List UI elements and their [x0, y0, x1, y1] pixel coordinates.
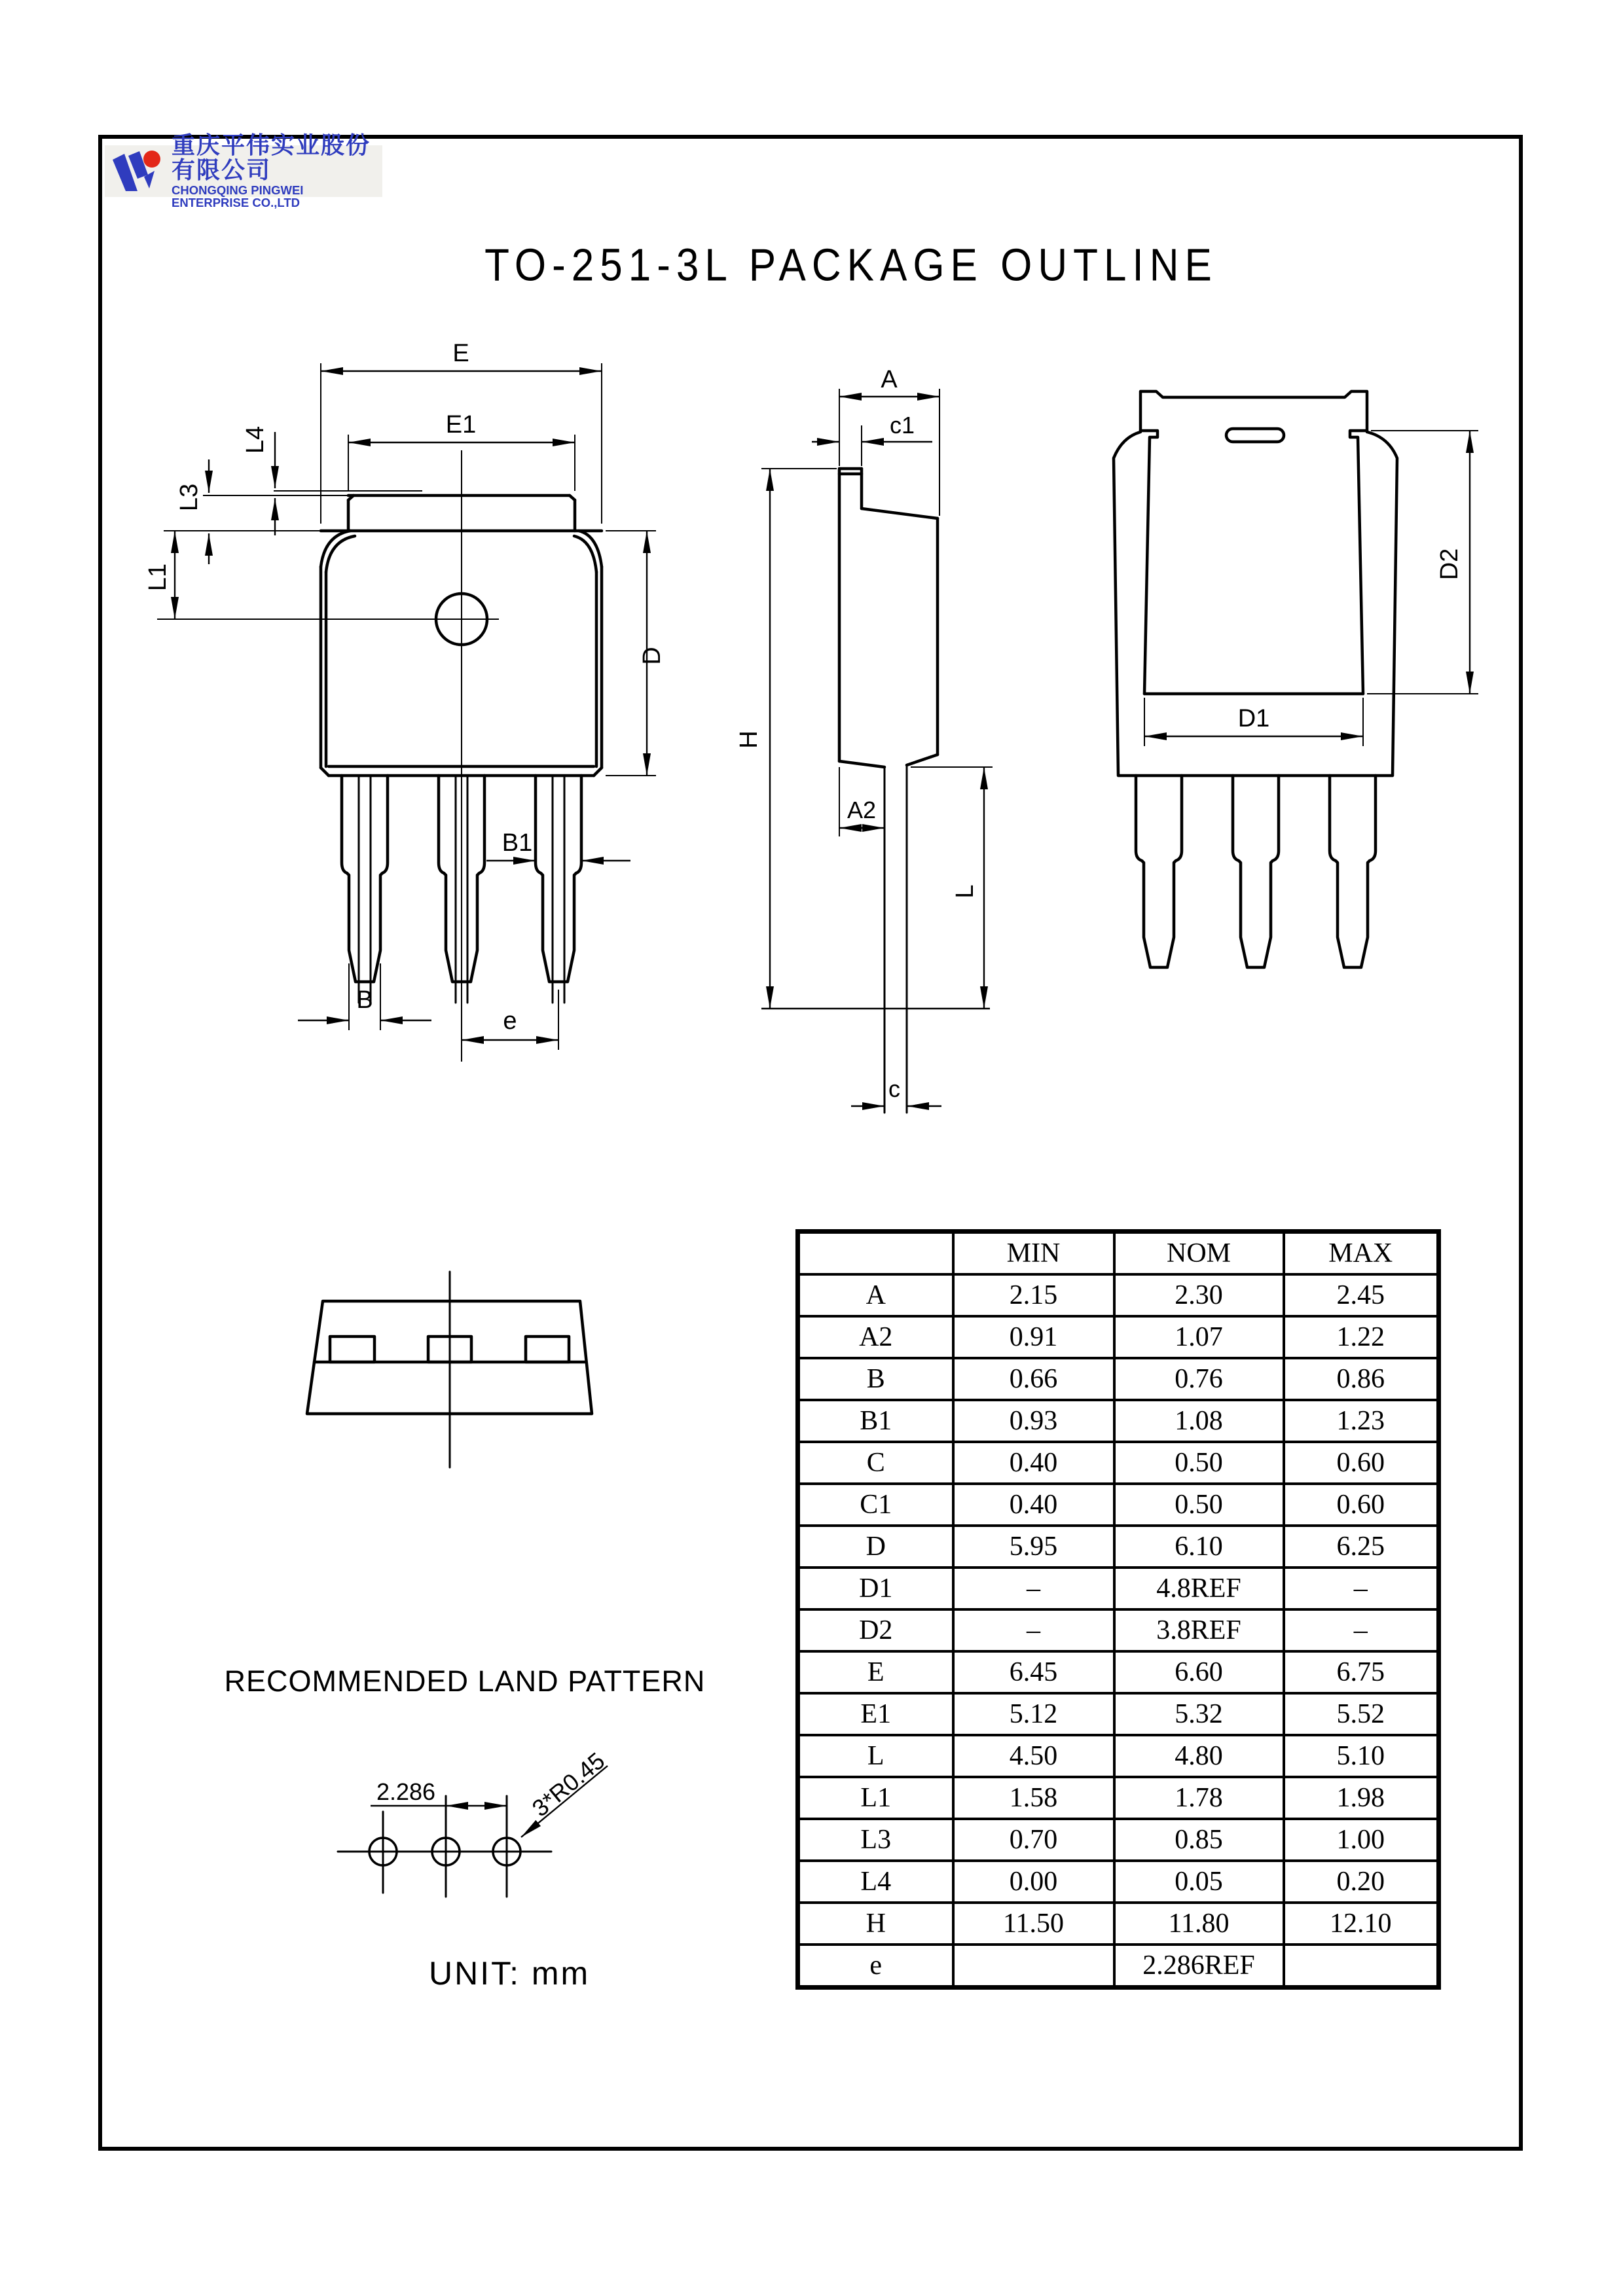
- dim-label-B: B: [356, 986, 373, 1014]
- side-body-outline: [761, 469, 990, 1113]
- table-cell: 6.75: [1284, 1651, 1439, 1693]
- front-body-outline: [157, 450, 602, 1062]
- table-cell: 1.08: [1114, 1400, 1284, 1442]
- table-cell: 1.23: [1284, 1400, 1439, 1442]
- table-cell: 0.60: [1284, 1484, 1439, 1526]
- table-cell: 6.45: [953, 1651, 1114, 1693]
- table-cell: 2.45: [1284, 1274, 1439, 1316]
- table-cell: 0.20: [1284, 1861, 1439, 1903]
- dim-label-c: c: [888, 1075, 900, 1102]
- land-pattern-heading: RECOMMENDED LAND PATTERN: [224, 1664, 706, 1698]
- table-cell: 0.76: [1114, 1358, 1284, 1400]
- table-cell: 0.66: [953, 1358, 1114, 1400]
- side-dimensions: [735, 366, 993, 1106]
- dim-label-D: D: [638, 647, 666, 665]
- table-cell: 5.95: [953, 1526, 1114, 1568]
- company-logo: [105, 132, 382, 210]
- table-cell: 0.85: [1114, 1819, 1284, 1861]
- front-dimensions: [144, 340, 666, 1050]
- table-cell: 0.86: [1284, 1358, 1439, 1400]
- table-cell: B1: [798, 1400, 953, 1442]
- table-cell: –: [953, 1568, 1114, 1609]
- land-pattern-pads: [338, 1796, 551, 1897]
- company-logo-icon: [110, 148, 166, 195]
- dim-label-A2: A2: [847, 797, 877, 823]
- table-cell: 5.32: [1114, 1693, 1284, 1735]
- table-cell: 0.93: [953, 1400, 1114, 1442]
- table-cell: 0.05: [1114, 1861, 1284, 1903]
- table-row: [798, 1484, 1439, 1526]
- unit-label: UNIT: mm: [429, 1955, 591, 1992]
- dim-label-A: A: [881, 366, 898, 393]
- table-cell: 1.00: [1284, 1819, 1439, 1861]
- back-leads: [1136, 776, 1376, 967]
- table-cell: B: [798, 1358, 953, 1400]
- table-row: [798, 1609, 1439, 1651]
- table-cell: D1: [798, 1568, 953, 1609]
- table-cell: D: [798, 1526, 953, 1568]
- dim-label-D1: D1: [1237, 705, 1270, 732]
- table-row: [798, 1526, 1439, 1568]
- table-cell: 11.80: [1114, 1903, 1284, 1945]
- table-cell: 5.12: [953, 1693, 1114, 1735]
- table-cell: L1: [798, 1777, 953, 1819]
- table-cell: 4.80: [1114, 1735, 1284, 1777]
- table-cell: 2.15: [953, 1274, 1114, 1316]
- table-cell: H: [798, 1903, 953, 1945]
- bottom-view-drawing: [275, 1257, 629, 1479]
- table-cell: 0.40: [953, 1484, 1114, 1526]
- table-cell: [1284, 1945, 1439, 1988]
- table-cell: 1.58: [953, 1777, 1114, 1819]
- bottom-view-outline: [307, 1272, 592, 1467]
- table-cell: 4.8REF: [1114, 1568, 1284, 1609]
- table-row: [798, 1651, 1439, 1693]
- table-cell: 6.10: [1114, 1526, 1284, 1568]
- table-cell: 0.91: [953, 1316, 1114, 1358]
- table-header-cell: NOM: [1114, 1232, 1284, 1275]
- table-cell: 6.25: [1284, 1526, 1439, 1568]
- table-cell: 1.22: [1284, 1316, 1439, 1358]
- table-row: [798, 1358, 1439, 1400]
- table-row: [798, 1903, 1439, 1945]
- table-cell: E: [798, 1651, 953, 1693]
- table-header-cell: [798, 1232, 953, 1275]
- table-cell: 2.286REF: [1114, 1945, 1284, 1988]
- page-title: TO-251-3L PACKAGE OUTLINE: [484, 240, 1218, 291]
- dim-label-D2: D2: [1436, 548, 1463, 581]
- dim-label-c1: c1: [889, 412, 915, 439]
- table-cell: [953, 1945, 1114, 1988]
- land-pattern-drawing: [314, 1741, 648, 1918]
- company-name-en: CHONGQING PINGWEI ENTERPRISE CO.,LTD: [172, 183, 304, 210]
- table-cell: E1: [798, 1693, 953, 1735]
- table-row: [798, 1568, 1439, 1609]
- table-cell: 1.98: [1284, 1777, 1439, 1819]
- table-header-row: [798, 1232, 1439, 1275]
- table-cell: 0.50: [1114, 1442, 1284, 1484]
- table-cell: C: [798, 1442, 953, 1484]
- table-cell: –: [1284, 1568, 1439, 1609]
- front-view-drawing: [144, 340, 694, 1073]
- table-cell: 6.60: [1114, 1651, 1284, 1693]
- side-view-drawing: [735, 366, 1002, 1126]
- table-header-cell: MAX: [1284, 1232, 1439, 1275]
- dimension-table: [795, 1229, 1441, 1990]
- table-cell: 12.10: [1284, 1903, 1439, 1945]
- table-cell: 0.60: [1284, 1442, 1439, 1484]
- dim-label-L1: L1: [144, 563, 172, 592]
- table-row: [798, 1777, 1439, 1819]
- table-row: [798, 1861, 1439, 1903]
- table-row: [798, 1819, 1439, 1861]
- table-row: [798, 1735, 1439, 1777]
- table-cell: 0.50: [1114, 1484, 1284, 1526]
- table-cell: 4.50: [953, 1735, 1114, 1777]
- table-cell: 0.40: [953, 1442, 1114, 1484]
- back-dimensions: [1144, 431, 1478, 746]
- table-cell: –: [1284, 1609, 1439, 1651]
- table-cell: 11.50: [953, 1903, 1114, 1945]
- table-cell: C1: [798, 1484, 953, 1526]
- dim-label-H: H: [735, 730, 763, 749]
- dimension-table-grid: [795, 1229, 1441, 1990]
- table-cell: 5.52: [1284, 1693, 1439, 1735]
- dim-label-L: L: [951, 884, 979, 899]
- table-cell: 1.78: [1114, 1777, 1284, 1819]
- dim-label-L4: L4: [242, 425, 269, 454]
- table-cell: –: [953, 1609, 1114, 1651]
- table-row: [798, 1274, 1439, 1316]
- logo-w-mark: [113, 151, 160, 191]
- dim-label-pitch: 2.286: [376, 1778, 436, 1805]
- dimension-table-body: [798, 1274, 1439, 1988]
- table-cell: D2: [798, 1609, 953, 1651]
- dim-label-E: E: [452, 340, 469, 367]
- table-cell: e: [798, 1945, 953, 1988]
- table-header-cell: MIN: [953, 1232, 1114, 1275]
- table-row: [798, 1442, 1439, 1484]
- dim-label-e: e: [503, 1007, 517, 1035]
- table-cell: A: [798, 1274, 953, 1316]
- table-cell: L4: [798, 1861, 953, 1903]
- table-row: [798, 1400, 1439, 1442]
- back-view-drawing: [1080, 367, 1506, 1021]
- table-row: [798, 1693, 1439, 1735]
- dim-label-E1: E1: [445, 411, 477, 439]
- table-cell: 3.8REF: [1114, 1609, 1284, 1651]
- table-row: [798, 1316, 1439, 1358]
- company-name-cn: 重庆平伟实业股份有限公司: [172, 132, 371, 184]
- table-cell: A2: [798, 1316, 953, 1358]
- table-cell: L3: [798, 1819, 953, 1861]
- dim-label-B1: B1: [501, 829, 533, 857]
- dim-label-radius: 3*R0.45: [526, 1747, 610, 1822]
- land-pattern-dimensions: [371, 1747, 610, 1837]
- dimension-table-head: [798, 1232, 1439, 1275]
- table-cell: 2.30: [1114, 1274, 1284, 1316]
- table-cell: 0.00: [953, 1861, 1114, 1903]
- table-cell: 5.10: [1284, 1735, 1439, 1777]
- table-cell: L: [798, 1735, 953, 1777]
- dim-label-L3: L3: [175, 483, 203, 512]
- table-row: [798, 1945, 1439, 1988]
- table-cell: 0.70: [953, 1819, 1114, 1861]
- table-cell: 1.07: [1114, 1316, 1284, 1358]
